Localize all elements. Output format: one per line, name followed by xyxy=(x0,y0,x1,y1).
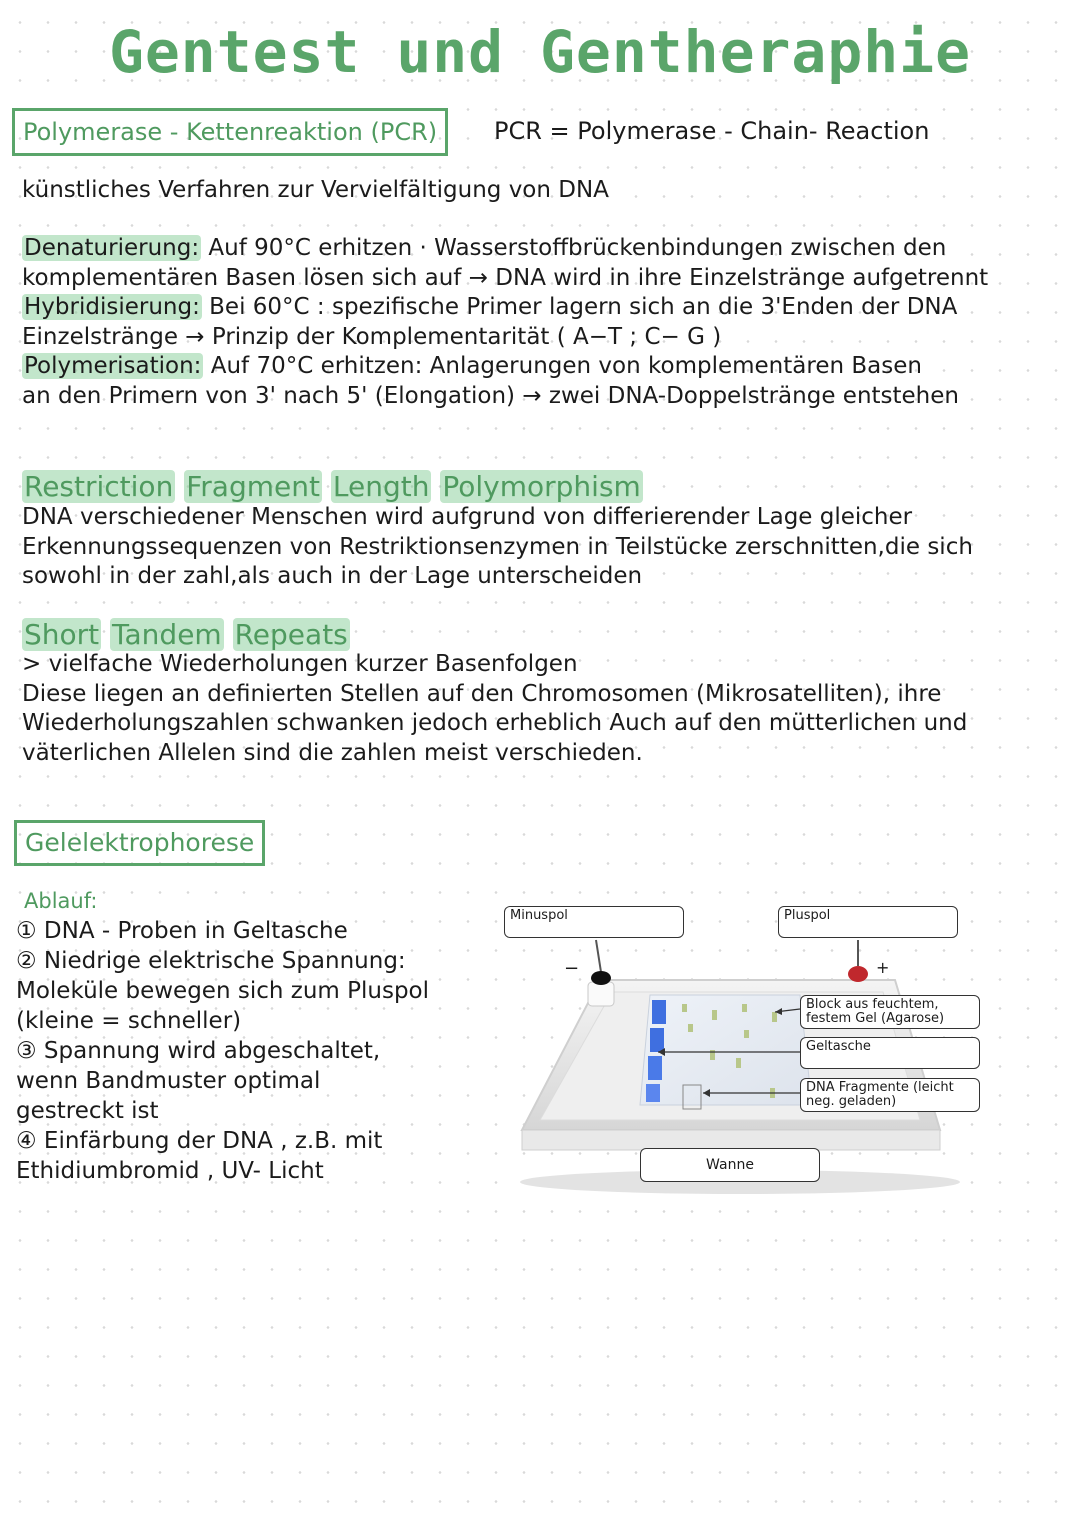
rflp-line-1: DNA verschiedener Menschen wird aufgrund von differierender Lage gleicher xyxy=(22,504,913,530)
dna-band xyxy=(712,1010,717,1020)
pcr-abbreviation: PCR = Polymerase - Chain- Reaction xyxy=(494,117,930,145)
pcr-denaturation xyxy=(22,234,988,411)
hybridisation-text-2: Einzelstränge → Prinzip der Komplementarität ( A−T ; C− G ) xyxy=(22,323,722,350)
dna-band xyxy=(744,1030,749,1038)
str-heading-word-1: Short xyxy=(24,618,100,651)
gel-steps xyxy=(16,886,429,1186)
gel-step-3b: wenn Bandmuster optimal xyxy=(16,1068,321,1094)
dna-band xyxy=(772,1012,777,1022)
rflp-line-3: sowohl in der zahl,als auch in der Lage unterscheiden xyxy=(22,563,643,589)
plus-electrode xyxy=(848,966,868,982)
polymerisation-term: Polymerisation: xyxy=(24,353,202,379)
denaturation-term: Denaturierung: xyxy=(24,235,200,261)
hybridisation-term: Hybridisierung: xyxy=(24,294,200,320)
page-title: Gentest und Gentheraphie xyxy=(108,18,972,86)
rflp-text xyxy=(22,503,973,592)
fragmente-label: DNA Fragmente (leicht neg. geladen) xyxy=(800,1078,980,1112)
rflp-heading-word-4: Polymorphism xyxy=(442,470,641,503)
dna-band xyxy=(688,1024,693,1032)
rflp-heading-word-1: Restriction xyxy=(24,470,174,503)
pcr-intro: künstliches Verfahren zur Vervielfältigung von DNA xyxy=(22,177,609,203)
hybridisation-text-1: Bei 60°C : spezifische Primer lagern sich an die 3'Enden der DNA xyxy=(209,294,958,320)
dna-band xyxy=(736,1058,741,1068)
gel-well xyxy=(646,1084,660,1102)
wanne-label: Wanne xyxy=(640,1148,820,1182)
gel-heading: Gelelektrophorese xyxy=(14,820,265,866)
gel-step-2a: ② Niedrige elektrische Spannung: xyxy=(16,948,406,974)
str-heading xyxy=(22,618,350,651)
minus-electrode-base xyxy=(588,982,614,1006)
gel-step-4b: Ethidiumbromid , UV- Licht xyxy=(16,1158,324,1184)
gel-step-1: ① DNA - Proben in Geltasche xyxy=(16,918,348,944)
pcr-heading: Polymerase - Kettenreaktion (PCR) xyxy=(12,108,448,156)
str-line-3: Wiederholungszahlen schwanken jedoch erheblich Auch auf den mütterlichen und xyxy=(22,710,968,736)
dna-band xyxy=(742,1004,747,1012)
minus-electrode xyxy=(591,971,611,985)
plus-sign: + xyxy=(876,958,890,977)
gel-ablauf: Ablauf: xyxy=(24,889,98,913)
gel-diagram xyxy=(500,900,1000,1200)
rflp-line-2: Erkennungssequenzen von Restriktionsenzymen in Teilstücke zerschnitten,die sich xyxy=(22,533,973,560)
str-line-4: väterlichen Allelen sind die zahlen meist verschieden. xyxy=(22,739,643,766)
str-line-1: > vielfache Wiederholungen kurzer Basenfolgen xyxy=(22,651,578,677)
tank-front-wall xyxy=(522,1130,940,1150)
str-line-2: Diese liegen an definierten Stellen auf den Chromosomen (Mikrosatelliten), ihre xyxy=(22,680,942,707)
gel-step-2c: (kleine = schneller) xyxy=(16,1008,242,1034)
minus-sign: − xyxy=(564,958,580,979)
str-text xyxy=(22,650,967,768)
denaturation-text-2: komplementären Basen lösen sich auf → DNA wird in ihre Einzelstränge aufgetrennt xyxy=(22,264,989,291)
rflp-heading-word-2: Fragment xyxy=(186,470,320,503)
gel-step-3a: ③ Spannung wird abgeschaltet, xyxy=(16,1038,381,1064)
rflp-heading xyxy=(22,470,643,503)
rflp-heading-word-3: Length xyxy=(332,470,430,503)
gel-block-label: Block aus feuchtem, festem Gel (Agarose) xyxy=(800,995,980,1029)
gel-step-2b: Moleküle bewegen sich zum Pluspol xyxy=(16,978,430,1004)
gel-step-4a: ④ Einfärbung der DNA , z.B. mit xyxy=(16,1128,383,1154)
gel-well xyxy=(652,1000,666,1024)
polymerisation-text-2: an den Primern von 3' nach 5' (Elongation) → zwei DNA-Doppelstränge entstehen xyxy=(22,382,959,409)
polymerisation-text-1: Auf 70°C erhitzen: Anlagerungen von komplementären Basen xyxy=(210,353,922,379)
gel-step-3c: gestreckt ist xyxy=(16,1098,159,1124)
minuspol-label: Minuspol xyxy=(504,906,684,938)
pluspol-label: Pluspol xyxy=(778,906,958,938)
str-heading-word-2: Tandem xyxy=(112,618,222,651)
gel-well xyxy=(650,1028,664,1052)
str-heading-word-3: Repeats xyxy=(234,618,348,651)
minus-electrode-wire xyxy=(596,940,601,972)
gel-well xyxy=(648,1056,662,1080)
dna-band xyxy=(682,1004,687,1012)
denaturation-text-1: Auf 90°C erhitzen · Wasserstoffbrückenbindungen zwischen den xyxy=(208,235,947,261)
geltasche-label: Geltasche xyxy=(800,1037,980,1069)
